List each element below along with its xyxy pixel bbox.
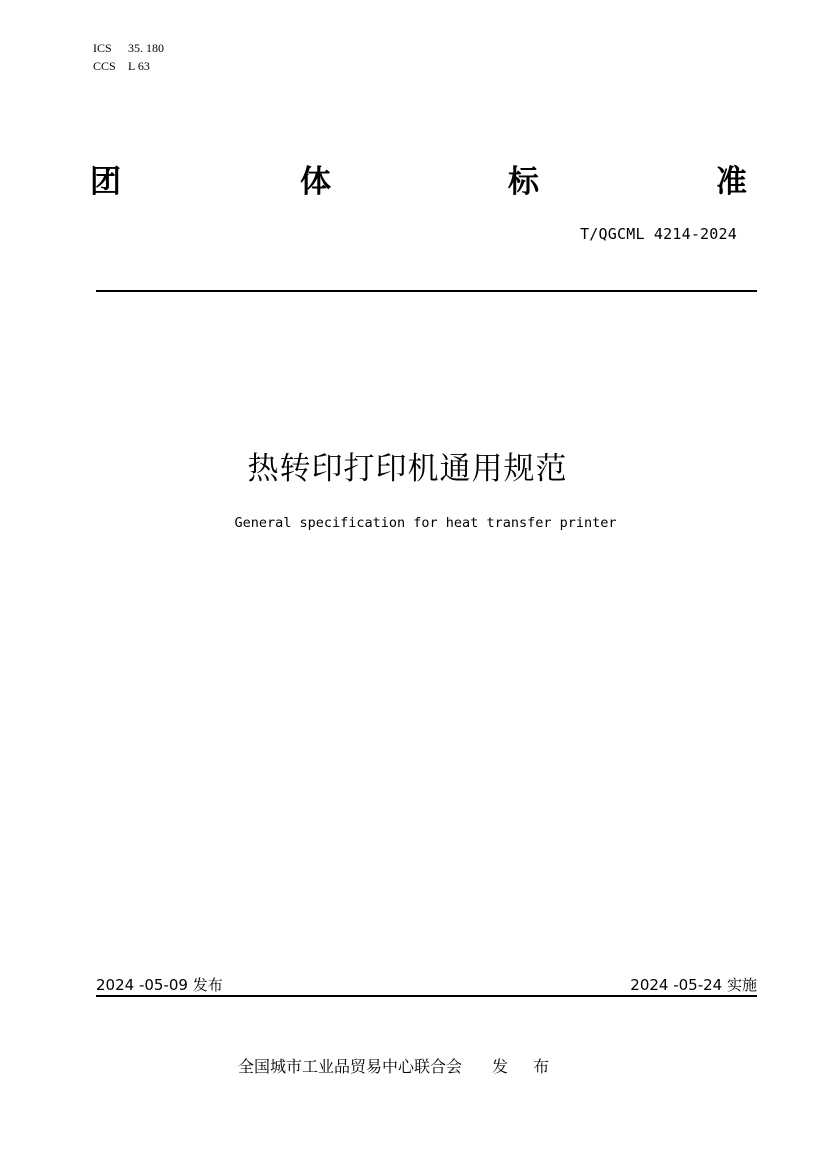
- document-title-english: General specification for heat transfer printer: [234, 515, 617, 531]
- document-title-chinese: 热转印打印机通用规范: [247, 451, 568, 487]
- implementation-date: 2024 -05-24 实施: [630, 976, 757, 994]
- ics-label: ICS: [93, 41, 112, 55]
- footer-divider: [96, 995, 757, 997]
- publisher-line: [238, 1054, 559, 1077]
- standard-number: T/QGCML 4214-2024: [580, 225, 737, 243]
- standard-type-char-1: 团: [90, 164, 121, 200]
- ics-row: [93, 39, 164, 57]
- ics-code: 35. 180: [128, 41, 164, 55]
- publisher-name: 全国城市工业品贸易中心联合会: [238, 1057, 463, 1076]
- ccs-label: CCS: [93, 59, 116, 73]
- standard-type-char-2: 体: [300, 164, 331, 200]
- issue-date: 2024 -05-09 发布: [96, 976, 223, 994]
- standard-type-char-4: 准: [716, 164, 747, 200]
- publish-action: 发 布: [492, 1057, 560, 1076]
- ccs-row: [93, 57, 164, 75]
- header-divider: [96, 290, 757, 292]
- ccs-code: L 63: [128, 59, 150, 73]
- classification-codes: [93, 39, 164, 75]
- standard-type-heading: [90, 156, 750, 202]
- standard-type-char-3: 标: [508, 164, 539, 200]
